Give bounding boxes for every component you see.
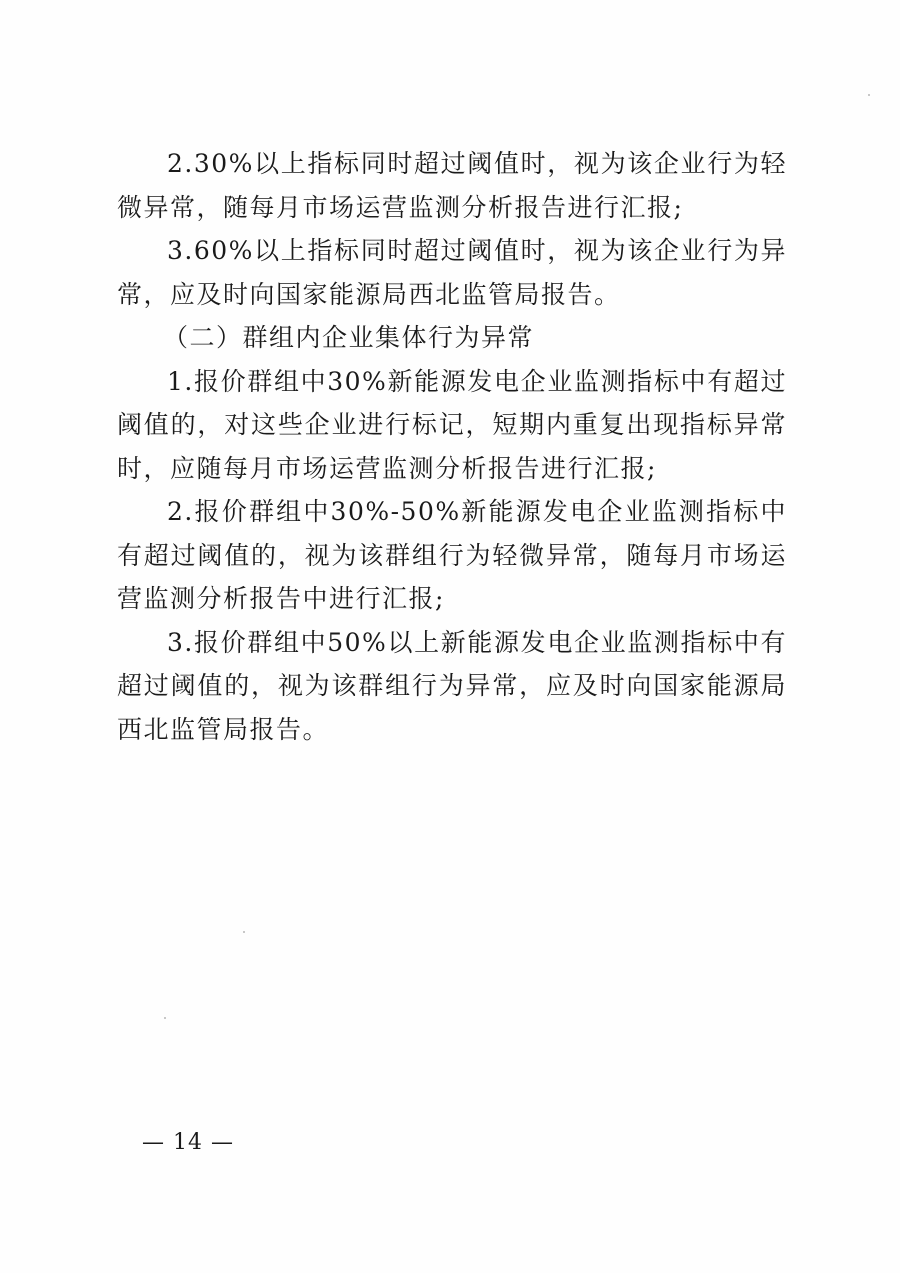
paragraph-anomaly: 3.60%以上指标同时超过阈值时，视为该企业行为异常，应及时向国家能源局西北监管局报告。 xyxy=(117,236,787,309)
paragraph-group-30-50-percent: 2.报价群组中30%-50%新能源发电企业监测指标中有超过阈值的，视为该群组行为轻微异常，随每月市场运营监测分析报告中进行汇报; xyxy=(117,497,787,613)
scan-speck xyxy=(164,1017,166,1019)
paragraph-minor-anomaly: 2.30%以上指标同时超过阈值时，视为该企业行为轻微异常，随每月市场运营监测分析报告进行汇报; xyxy=(117,149,787,222)
paragraph-group-50-percent: 3.报价群组中50%以上新能源发电企业监测指标中有超过阈值的，视为该群组行为异常，应及时向国家能源局西北监管局报告。 xyxy=(117,627,787,744)
scan-speck xyxy=(868,94,870,96)
paragraph-group-30-percent: 1.报价群组中30%新能源发电企业监测指标中有超过阈值的，对这些企业进行标记，短期内重复出现指标异常时，应随每月市场运营监测分析报告进行汇报; xyxy=(117,366,787,483)
document-body xyxy=(117,142,787,751)
scan-speck xyxy=(243,931,245,933)
section-heading-group-anomaly: （二）群组内企业集体行为异常 xyxy=(163,323,535,352)
page-number: — 14 — xyxy=(142,1130,234,1155)
